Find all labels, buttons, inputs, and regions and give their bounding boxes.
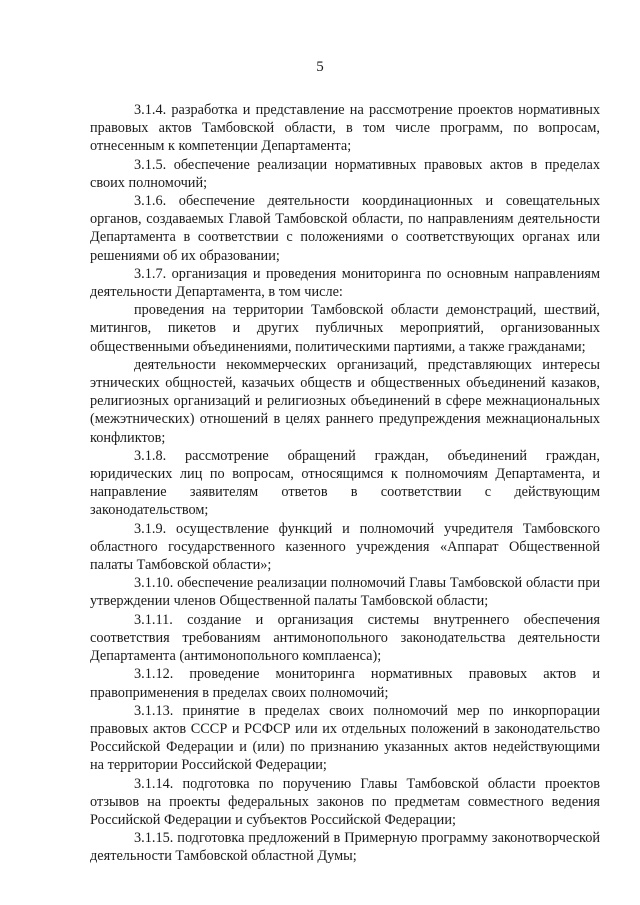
paragraph-3-1-10: 3.1.10. обеспечение реализации полномочий Главы Тамбовской области при утверждении членов Общественной палаты Тамбовской области; — [90, 575, 600, 610]
paragraph-3-1-7-item-nonprofits: деятельности некоммерческих организаций, представляющих интересы этнических общностей, казачьих обществ и общественных объединений казаков, религиозных организаций и религиозных объединений в сфере межнациональных (межэтнических) отношений в целях раннего предупреждения межнациональных конфликтов; — [90, 356, 600, 446]
paragraph-3-1-6: 3.1.6. обеспечение деятельности координационных и совещательных органов, создаваемых Главой Тамбовской области, по направлениям деятельности Департамента в соответствии с положениями о соответствующих органах или решениями об их образовании; — [90, 193, 600, 264]
document-body — [90, 101, 600, 866]
paragraph-3-1-9: 3.1.9. осуществление функций и полномочий учредителя Тамбовского областного государственного казенного учреждения «Аппарат Общественной палаты Тамбовской области»; — [90, 520, 600, 574]
paragraph-3-1-11: 3.1.11. создание и организация системы внутреннего обеспечения соответствия требованиям антимонопольного законодательства деятельности Департамента (антимонопольного комплаенса); — [90, 611, 600, 665]
page-number: 5 — [316, 59, 324, 75]
paragraph-3-1-7: 3.1.7. организация и проведения мониторинга по основным направлениям деятельности Департамента, в том числе: — [90, 265, 600, 301]
paragraph-3-1-13: 3.1.13. принятие в пределах своих полномочий мер по инкорпорации правовых актов СССР и РСФСР или их отдельных положений в законодательство Российской Федерации и (или) по признанию указанных актов недействующими на территории Российской Федерации; — [90, 702, 600, 774]
paragraph-3-1-15: 3.1.15. подготовка предложений в Примерную программу законотворческой деятельности Тамбовской областной Думы; — [90, 830, 600, 865]
paragraph-3-1-7-item-demonstrations: проведения на территории Тамбовской области демонстраций, шествий, митингов, пикетов и других публичных мероприятий, организованных общественными объединениями, политическими партиями, а также гражданами; — [90, 302, 600, 355]
paragraph-3-1-4: 3.1.4. разработка и представление на рассмотрение проектов нормативных правовых актов Тамбовской области, в том числе программ, по вопросам, отнесенным к компетенции Департамента; — [90, 102, 600, 155]
paragraph-3-1-5: 3.1.5. обеспечение реализации нормативных правовых актов в пределах своих полномочий; — [90, 156, 600, 191]
paragraph-3-1-8: 3.1.8. рассмотрение обращений граждан, объединений граждан, юридических лиц по вопросам, относящимся к полномочиям Департамента, и направление заявителям ответов в соответствии с действующим законодательством; — [90, 447, 600, 519]
paragraph-3-1-14: 3.1.14. подготовка по поручению Главы Тамбовской области проектов отзывов на проекты федеральных законов по предметам совместного ведения Российской Федерации и субъектов Российской Федерации; — [90, 775, 600, 828]
paragraph-3-1-12: 3.1.12. проведение мониторинга нормативных правовых актов и правоприменения в пределах своих полномочий; — [90, 666, 600, 701]
